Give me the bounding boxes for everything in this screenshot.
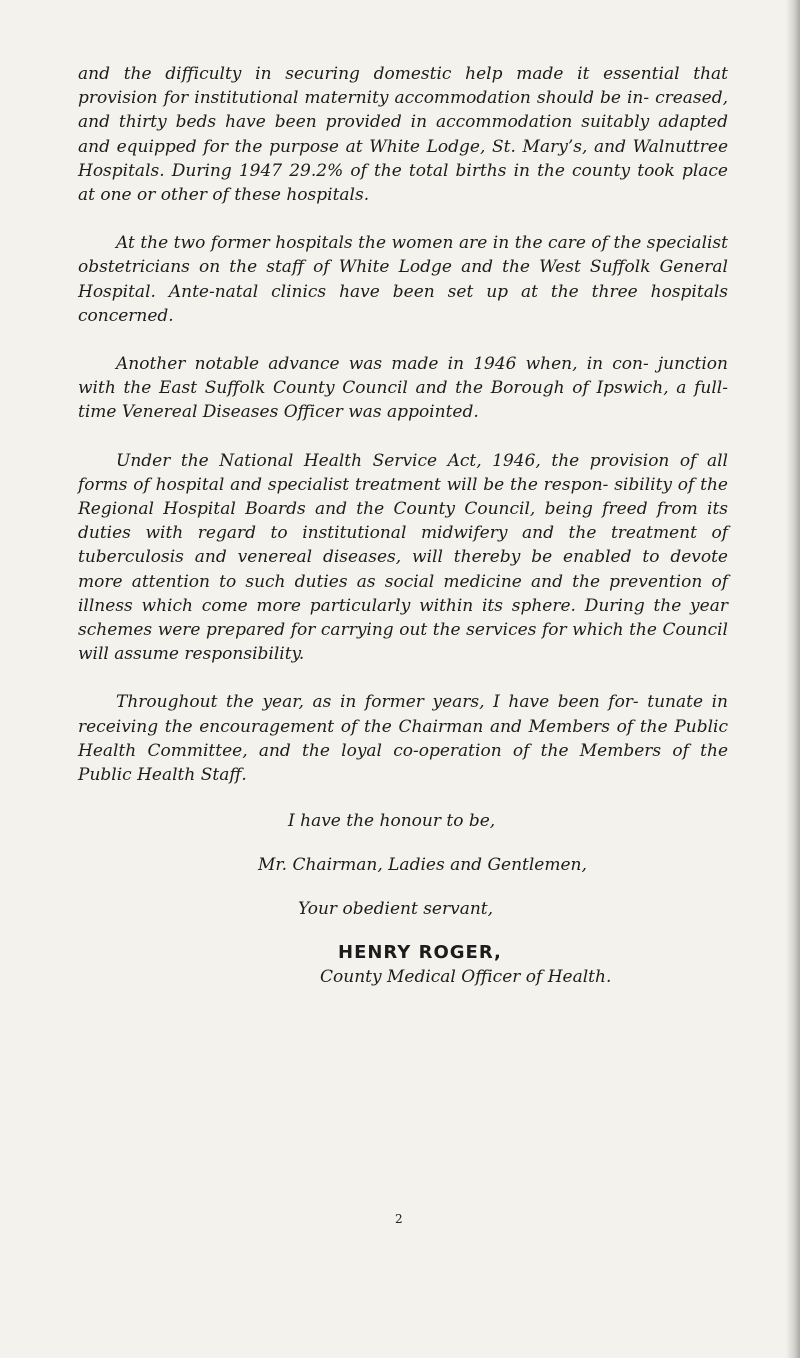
page-number: 2 <box>395 1212 403 1226</box>
closing-servant: Your obedient servant, <box>298 899 494 920</box>
paragraph-maternity: and the difficulty in securing domestic help made it essential that provision for institutional maternity accommodation should be in- creased, and thirty beds have been provided in accommodation suitably adapted and equipped for the purpose at White Lodge, St. Mary’s, and Walnuttree Hospitals. During 1947 29.2% of the total births in the county took place at one or other of these hospitals. <box>78 64 728 206</box>
paragraph-nhs-act: Under the National Health Service Act, 1946, the provision of all forms of hospital and specialist treatment will be the respon- sibility of the Regional Hospital Boards and the County Council, being freed from its duties with regard to institutional midwifery and the treatment of tuberculosis and venereal diseases, will thereby be enabled to devote more attention to such duties as social medicine and the prevention of illness which come more particularly within its sphere. During the year schemes were prepared for carrying out the services for which the Council will assume responsibility. <box>78 450 728 665</box>
signature-title: County Medical Officer of Health. <box>320 967 612 988</box>
closing-salutation: Mr. Chairman, Ladies and Gentlemen, <box>258 855 587 876</box>
paragraph-thanks: Throughout the year, as in former years, I have been for- tunate in receiving the encouragement of the Chairman and Members of the Public Health Committee, and the loyal co-operation of the Members of the Public Health Staff. <box>78 692 728 786</box>
paragraph-specialists: At the two former hospitals the women are in the care of the specialist obstetricians on the staff of White Lodge and the West Suffolk General Hospital. Ante-natal clinics have been set up at the three hospitals concerned. <box>78 233 728 326</box>
signature-name: HENRY ROGER, <box>338 942 502 964</box>
page-edge-shadow <box>786 0 800 1358</box>
closing-honour: I have the honour to be, <box>288 811 496 832</box>
paragraph-venereal-officer: Another notable advance was made in 1946 when, in con- junction with the East Suffolk County Council and the Borough of Ipswich, a full-time Venereal Diseases Officer was appointed. <box>78 354 728 423</box>
letter-body <box>78 62 728 989</box>
